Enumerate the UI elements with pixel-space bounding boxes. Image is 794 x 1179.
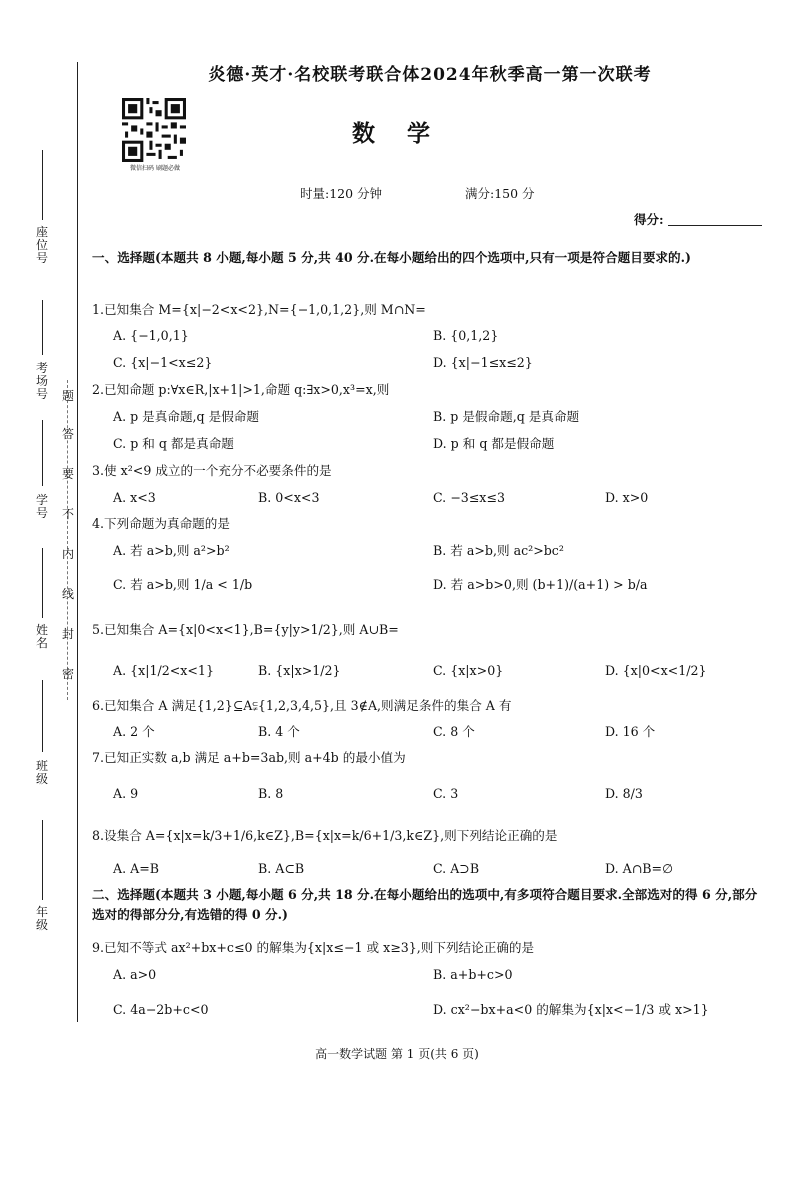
section1-heading: 一、选择题(本题共 8 小题,每小题 5 分,共 40 分.在每小题给出的四个选项中,只有一项是符合题目要求的.) [92,250,691,265]
q7-stem: 7.已知正实数 a,b 满足 a+b=3ab,则 a+4b 的最小值为 [92,750,406,765]
subject-title: 数 学 [351,120,442,147]
binding-line [77,62,78,1022]
number-label: 学号 [35,493,48,520]
q1-option-d: D. {x|−1≤x≤2} [433,355,533,370]
seal-char-2: 答 [61,427,74,441]
class-blank [42,680,43,752]
q3-option-a: A. x<3 [113,490,156,505]
q1-option-b: B. {0,1,2} [433,328,499,343]
q9-option-d: D. cx²−bx+a<0 的解集为{x|x<−1/3 或 x>1} [433,1002,709,1017]
score-blank [668,225,762,226]
q4-option-d: D. 若 a>b>0,则 (b+1)/(a+1) > b/a [433,577,648,592]
seal-char-6: 线 [61,587,74,601]
room-blank [42,300,43,355]
seat-blank [42,150,43,220]
q9-stem: 9.已知不等式 ax²+bx+c≤0 的解集为{x|x≤−1 或 x≥3},则下列结论正确的是 [92,940,535,955]
q5-option-d: D. {x|0<x<1/2} [605,663,707,678]
qr-code-icon [122,98,186,162]
number-blank [42,420,43,486]
q7-option-d: D. 8/3 [605,786,643,801]
score-label: 得分: [634,212,664,227]
grade-blank [42,820,43,900]
q6-stem: 6.已知集合 A 满足{1,2}⊆A⫋{1,2,3,4,5},且 3∉A,则满足条件的集合 A 有 [92,698,512,713]
seal-char-3: 要 [61,467,74,481]
q2-option-c: C. p 和 q 都是真命题 [113,436,234,451]
seat-label: 座位号 [35,225,48,265]
q7-option-a: A. 9 [113,786,139,801]
room-label: 考场号 [35,361,48,401]
q9-option-c: C. 4a−2b+c<0 [113,1002,209,1017]
page-footer: 高一数学试题 第 1 页(共 6 页) [315,1047,479,1061]
q1-option-a: A. {−1,0,1} [113,328,189,343]
q2-option-a: A. p 是真命题,q 是假命题 [113,409,259,424]
q5-stem: 5.已知集合 A={x|0<x<1},B={y|y>1/2},则 A∪B= [92,622,399,637]
class-label: 班级 [35,759,48,786]
full-score-label: 满分:150 分 [465,186,535,201]
q9-option-a: A. a>0 [113,967,157,982]
q5-option-c: C. {x|x>0} [433,663,504,678]
q8-stem: 8.设集合 A={x|x=k/3+1/6,k∈Z},B={x|x=k/6+1/3,k∈Z},则下列结论正确的是 [92,828,558,843]
seal-char-4: 不 [61,507,74,521]
name-blank [42,548,43,618]
qr-caption: 微信扫码 刷题必做 [130,165,180,172]
q4-option-a: A. 若 a>b,则 a²>b² [113,543,230,558]
q7-option-b: B. 8 [258,786,284,801]
name-label: 姓名 [35,623,48,650]
section2-heading: 二、选择题(本题共 3 小题,每小题 6 分,共 18 分.在每小题给出的选项中,有多项符合题目要求.全部选对的得 6 分,部分选对的得部分分,有选错的得 0 分.) [92,887,758,922]
q3-stem: 3.使 x²<9 成立的一个充分不必要条件的是 [92,463,332,478]
q6-option-a: A. 2 个 [113,724,155,739]
seal-char-1: 题 [61,389,74,403]
seal-char-5: 内 [61,547,74,561]
q5-option-b: B. {x|x>1/2} [258,663,341,678]
q6-option-c: C. 8 个 [433,724,475,739]
q2-option-d: D. p 和 q 都是假命题 [433,436,555,451]
grade-label: 年级 [35,905,48,932]
q1-option-c: C. {x|−1<x≤2} [113,355,213,370]
q8-option-b: B. A⊂B [258,861,305,876]
q8-option-d: D. A∩B=∅ [605,861,674,876]
q5-option-a: A. {x|1/2<x<1} [113,663,214,678]
exam-title: 炎德·英才·名校联考联合体2024年秋季高一第一次联考 [208,65,652,85]
q7-option-c: C. 3 [433,786,459,801]
q1-stem: 1.已知集合 M={x|−2<x<2},N={−1,0,1,2},则 M∩N= [92,302,426,317]
q6-option-d: D. 16 个 [605,724,656,739]
q9-option-b: B. a+b+c>0 [433,967,513,982]
q2-option-b: B. p 是假命题,q 是真命题 [433,409,580,424]
q3-option-c: C. −3≤x≤3 [433,490,505,505]
q8-option-c: C. A⊃B [433,861,480,876]
time-label: 时量:120 分钟 [300,186,383,201]
q4-stem: 4.下列命题为真命题的是 [92,516,230,531]
seal-char-8: 密 [61,667,74,681]
q6-option-b: B. 4 个 [258,724,300,739]
q3-option-d: D. x>0 [605,490,649,505]
q8-option-a: A. A=B [113,861,160,876]
q4-option-c: C. 若 a>b,则 1/a < 1/b [113,577,253,592]
seal-char-7: 封 [61,627,74,641]
q3-option-b: B. 0<x<3 [258,490,320,505]
q2-stem: 2.已知命题 p:∀x∈R,|x+1|>1,命题 q:∃x>0,x³=x,则 [92,382,390,397]
q4-option-b: B. 若 a>b,则 ac²>bc² [433,543,564,558]
